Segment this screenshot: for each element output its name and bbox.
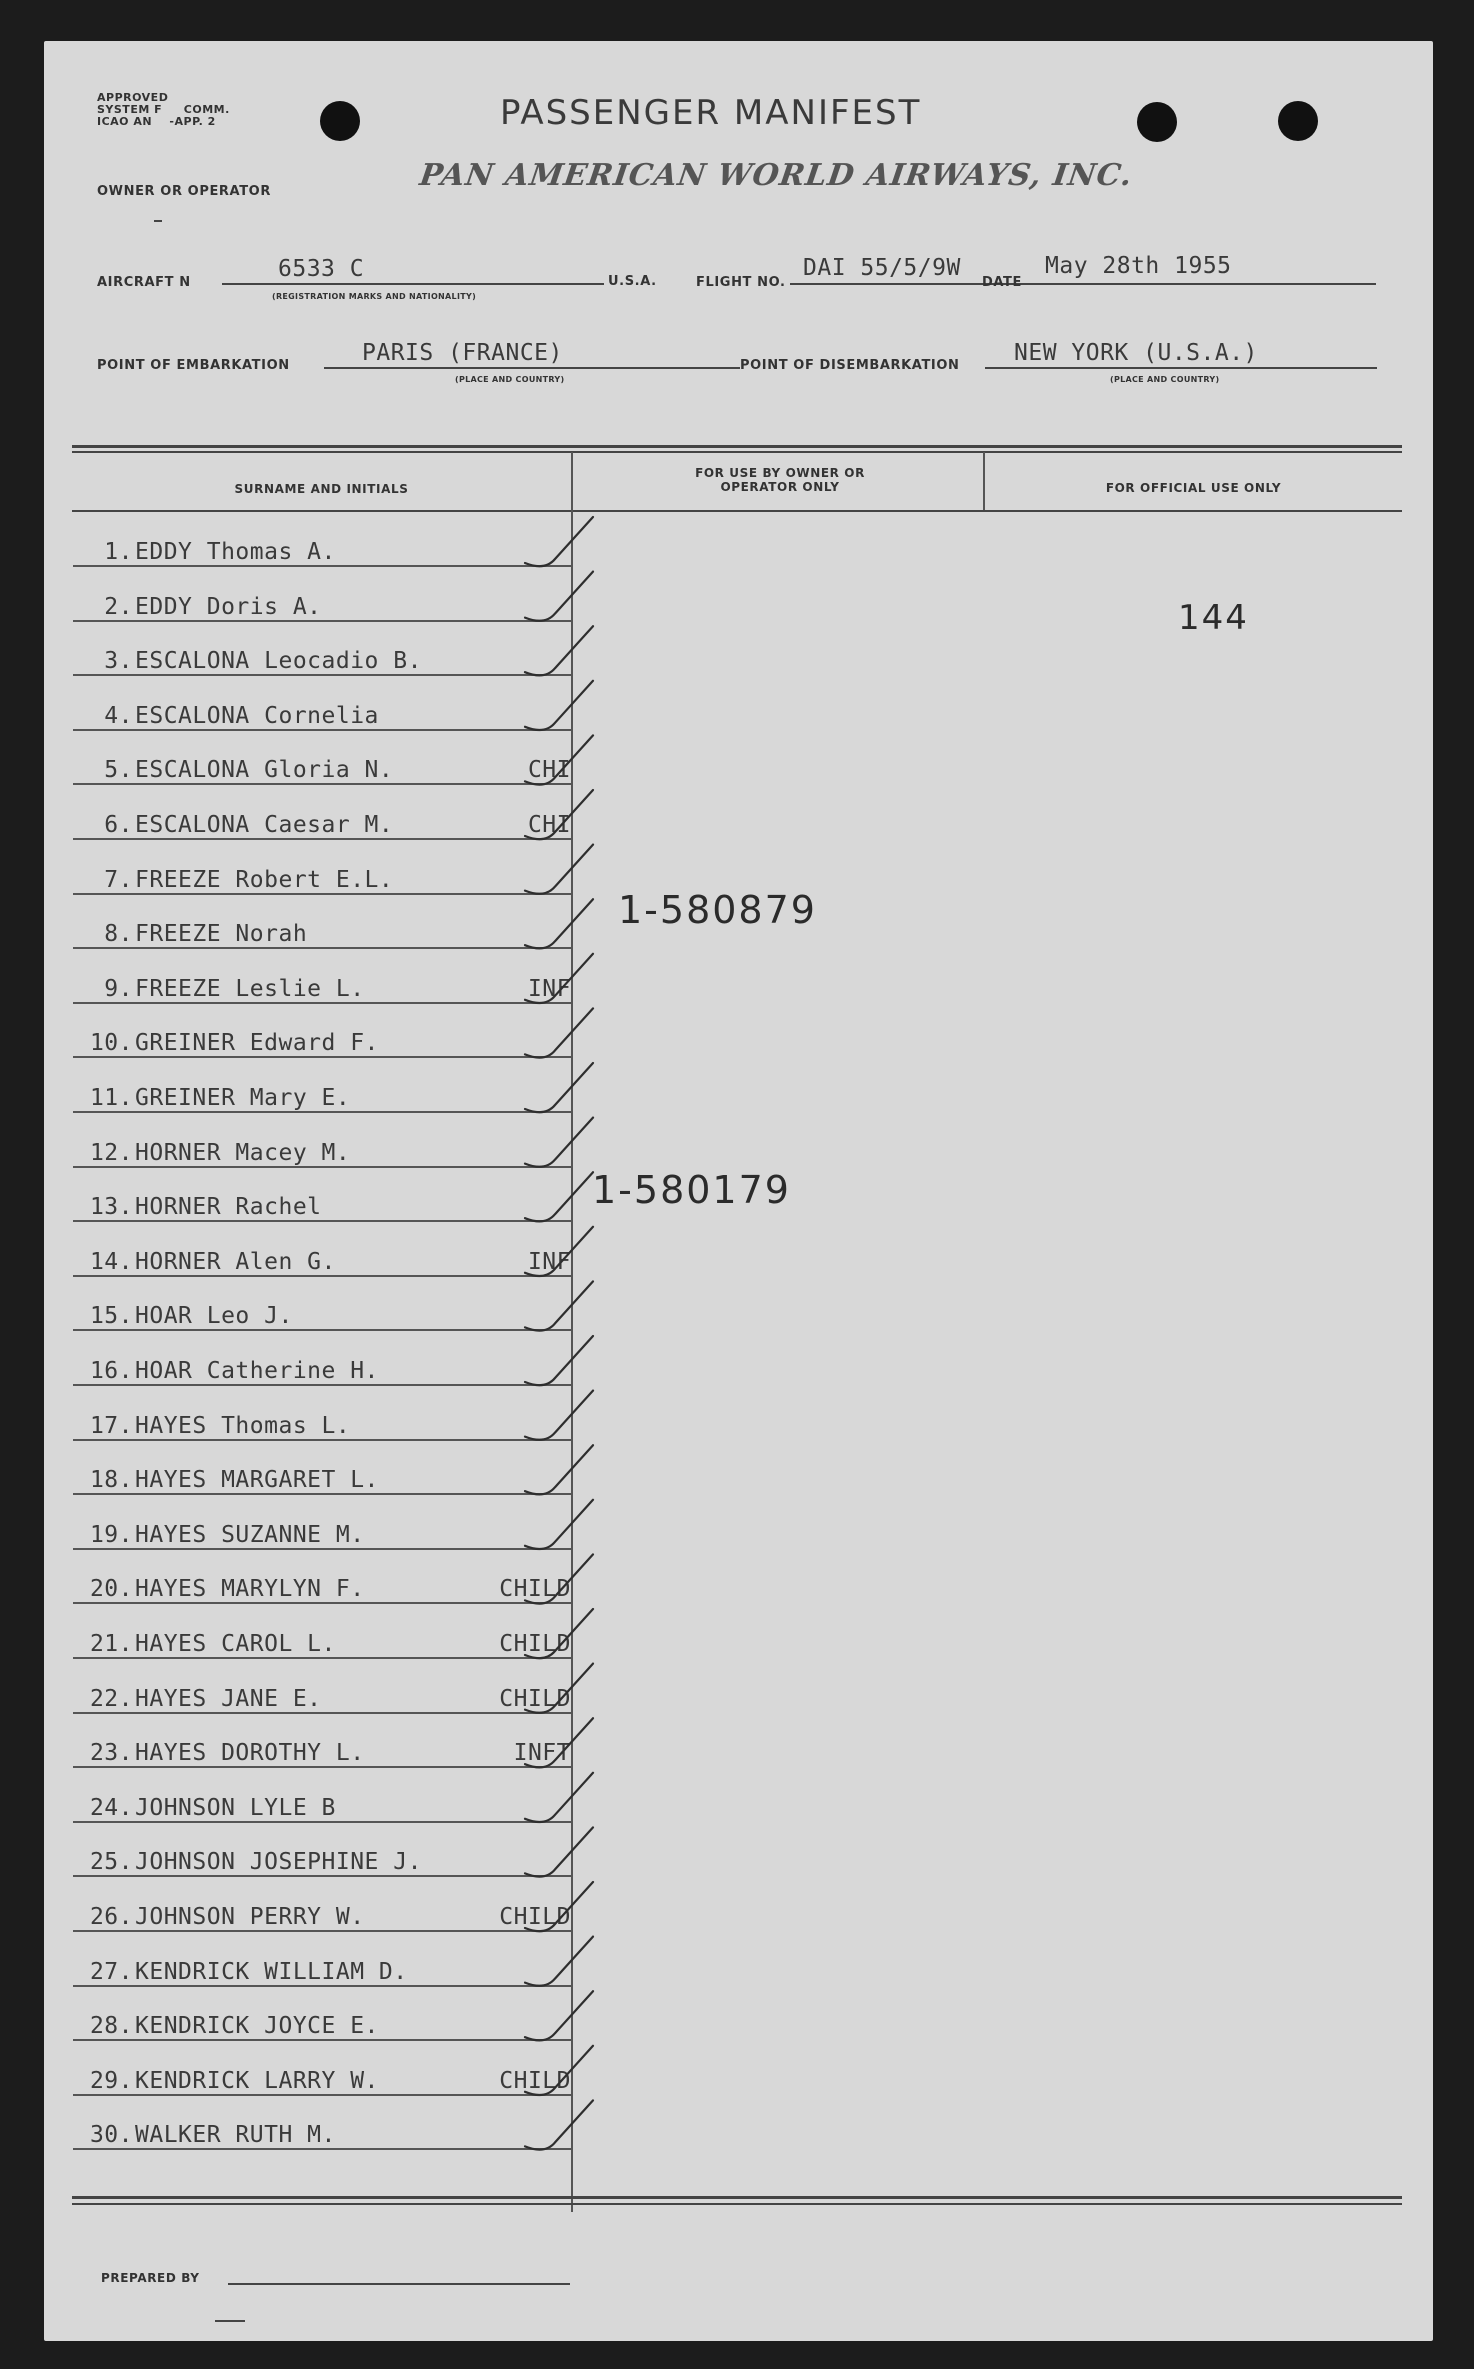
prepared-by-label: PREPARED BY <box>101 2271 200 2285</box>
check-mark <box>525 1937 593 1986</box>
passenger-name: GREINER Mary E. <box>135 1085 351 1111</box>
passenger-note: INFT <box>513 1740 571 1767</box>
passenger-name: KENDRICK LARRY W. <box>135 2067 379 2094</box>
check-mark <box>525 626 593 675</box>
approval-line: ICAO AN -APP. 2 <box>97 115 216 128</box>
passenger-note: CHI <box>527 812 571 838</box>
passenger-name: FREEZE Leslie L. <box>135 975 365 1002</box>
ticket-number-2: 1-580179 <box>592 1168 791 1212</box>
disembark-caption: (PLACE AND COUNTRY) <box>1110 375 1220 384</box>
passenger-name: HOAR Catherine H. <box>135 1358 379 1384</box>
check-mark <box>525 1336 593 1385</box>
passenger-name: EDDY Thomas A. <box>135 539 336 565</box>
passenger-name: HAYES JANE E. <box>135 1685 322 1712</box>
passenger-name: HAYES MARGARET L. <box>135 1467 379 1494</box>
passenger-number: 27. <box>89 1958 133 1985</box>
check-mark <box>525 1500 593 1549</box>
passenger-name: HAYES SUZANNE M. <box>135 1521 365 1548</box>
passenger-name: EDDY Doris A. <box>135 593 322 620</box>
passenger-number: 7. <box>104 866 133 893</box>
check-mark <box>525 1281 593 1330</box>
passenger-name: HAYES CAROL L. <box>135 1631 336 1657</box>
owner-use-header: FOR USE BY OWNER OR OPERATOR ONLY <box>695 466 865 494</box>
passenger-number: 24. <box>89 1794 133 1821</box>
check-mark <box>525 572 593 621</box>
check-mark <box>525 1827 593 1876</box>
aircraft-label: AIRCRAFT N <box>97 275 191 290</box>
check-mark <box>525 899 593 948</box>
passenger-number: 17. <box>89 1412 133 1439</box>
passenger-number: 14. <box>89 1248 133 1275</box>
passenger-name: JOHNSON PERRY W. <box>135 1904 365 1930</box>
passenger-number: 5. <box>104 757 133 784</box>
table-bottom-rule-2 <box>72 2203 1402 2205</box>
passenger-note: CHILD <box>499 2067 571 2094</box>
embark-value: PARIS (FRANCE) <box>362 340 563 366</box>
passenger-name: GREINER Edward F. <box>135 1030 379 1057</box>
passenger-name: HORNER Rachel <box>135 1194 322 1221</box>
embark-label: POINT OF EMBARKATION <box>97 358 290 373</box>
check-mark <box>525 735 593 784</box>
disembark-value: NEW YORK (U.S.A.) <box>1014 340 1258 366</box>
passenger-number: 18. <box>89 1467 133 1494</box>
passenger-note: CHI <box>527 757 571 784</box>
passenger-number: 29. <box>89 2067 133 2094</box>
registration-caption: (REGISTRATION MARKS AND NATIONALITY) <box>272 292 477 301</box>
signature-dash <box>215 2320 245 2322</box>
passenger-name: ESCALONA Cornelia <box>135 702 379 729</box>
passenger-note: INF <box>527 1248 571 1275</box>
check-mark <box>525 1991 593 2040</box>
embark-caption: (PLACE AND COUNTRY) <box>455 375 565 384</box>
passenger-number: 2. <box>104 593 133 620</box>
passenger-number: 11. <box>89 1085 133 1111</box>
passenger-name: WALKER RUTH M. <box>135 2122 336 2149</box>
passenger-name: JOHNSON JOSEPHINE J. <box>135 1849 422 1876</box>
check-mark <box>525 1609 593 1658</box>
check-mark <box>525 2100 593 2149</box>
check-mark <box>525 1391 593 1440</box>
prepared-by-line <box>228 2283 570 2285</box>
passenger-name: FREEZE Norah <box>135 921 308 948</box>
approval-line: SYSTEM F COMM. <box>97 103 230 116</box>
passenger-name: KENDRICK WILLIAM D. <box>135 1958 408 1985</box>
passenger-number: 13. <box>89 1194 133 1221</box>
official-count: 144 <box>1178 598 1249 638</box>
passenger-note: CHILD <box>499 1904 571 1930</box>
check-mark <box>525 1008 593 1057</box>
check-mark <box>525 1718 593 1767</box>
passenger-note: CHILD <box>499 1685 571 1712</box>
passenger-number: 15. <box>89 1303 133 1330</box>
table-bottom-rule <box>72 2196 1402 2199</box>
surname-header: SURNAME AND INITIALS <box>234 482 409 496</box>
passenger-name: HAYES DOROTHY L. <box>135 1740 365 1767</box>
passenger-note: CHILD <box>499 1576 571 1603</box>
owner-label: OWNER OR OPERATOR <box>97 184 271 199</box>
check-mark <box>525 2046 593 2095</box>
passenger-name: HOAR Leo J. <box>135 1303 293 1330</box>
check-mark <box>525 1172 593 1221</box>
flight-label: FLIGHT NO. <box>696 275 786 290</box>
passenger-number: 19. <box>89 1521 133 1548</box>
passenger-name: FREEZE Robert E.L. <box>135 866 394 893</box>
passenger-number: 6. <box>104 812 133 838</box>
check-mark <box>525 790 593 839</box>
passenger-number: 16. <box>89 1358 133 1384</box>
passenger-number: 3. <box>104 648 133 675</box>
passenger-number: 28. <box>89 2013 133 2040</box>
official-use-header: FOR OFFICIAL USE ONLY <box>1105 481 1282 495</box>
passenger-number: 25. <box>89 1849 133 1876</box>
date-label: DATE <box>982 275 1022 290</box>
passenger-name: KENDRICK JOYCE E. <box>135 2013 379 2040</box>
passenger-note: CHILD <box>499 1631 571 1657</box>
check-mark <box>525 517 593 566</box>
passenger-name: ESCALONA Leocadio B. <box>135 648 422 675</box>
page-title: PASSENGER MANIFEST <box>500 93 922 133</box>
flight-value: DAI 55/5/9W <box>803 255 961 281</box>
passenger-note: INF <box>527 975 571 1002</box>
check-mark <box>525 681 593 730</box>
check-mark <box>525 845 593 894</box>
passenger-number: 23. <box>89 1740 133 1767</box>
date-value: May 28th 1955 <box>1045 253 1232 279</box>
passenger-number: 8. <box>104 921 133 948</box>
check-mark <box>525 954 593 1003</box>
usa-label: U.S.A. <box>608 274 657 289</box>
passenger-number: 9. <box>104 975 133 1002</box>
passenger-number: 10. <box>89 1030 133 1057</box>
disembark-label: POINT OF DISEMBARKATION <box>740 358 960 373</box>
passenger-name: ESCALONA Caesar M. <box>135 812 394 838</box>
passenger-number: 1. <box>104 539 133 565</box>
approval-line: APPROVED <box>97 91 169 104</box>
passenger-number: 26. <box>89 1904 133 1930</box>
check-mark <box>525 1445 593 1494</box>
passenger-number: 30. <box>89 2122 133 2149</box>
check-mark <box>525 1554 593 1603</box>
company-name: PAN AMERICAN WORLD AIRWAYS, INC. <box>417 158 1135 193</box>
passenger-name: HORNER Alen G. <box>135 1248 336 1275</box>
passenger-number: 22. <box>89 1685 133 1712</box>
check-mark <box>525 1664 593 1713</box>
passenger-name: HORNER Macey M. <box>135 1139 351 1166</box>
check-mark <box>525 1063 593 1112</box>
ticket-number-1: 1-580879 <box>618 888 817 932</box>
passenger-name: ESCALONA Gloria N. <box>135 757 394 784</box>
check-mark <box>525 1773 593 1822</box>
check-mark <box>525 1882 593 1931</box>
aircraft-value: 6533 C <box>278 256 365 282</box>
passenger-name: JOHNSON LYLE B <box>135 1794 336 1821</box>
passenger-name: HAYES Thomas L. <box>135 1412 351 1439</box>
check-mark <box>525 1118 593 1167</box>
check-mark <box>525 1227 593 1276</box>
passenger-name: HAYES MARYLYN F. <box>135 1576 365 1603</box>
passenger-number: 20. <box>89 1576 133 1603</box>
passenger-number: 12. <box>89 1139 133 1166</box>
passenger-number: 4. <box>104 702 133 729</box>
passenger-number: 21. <box>89 1631 133 1657</box>
